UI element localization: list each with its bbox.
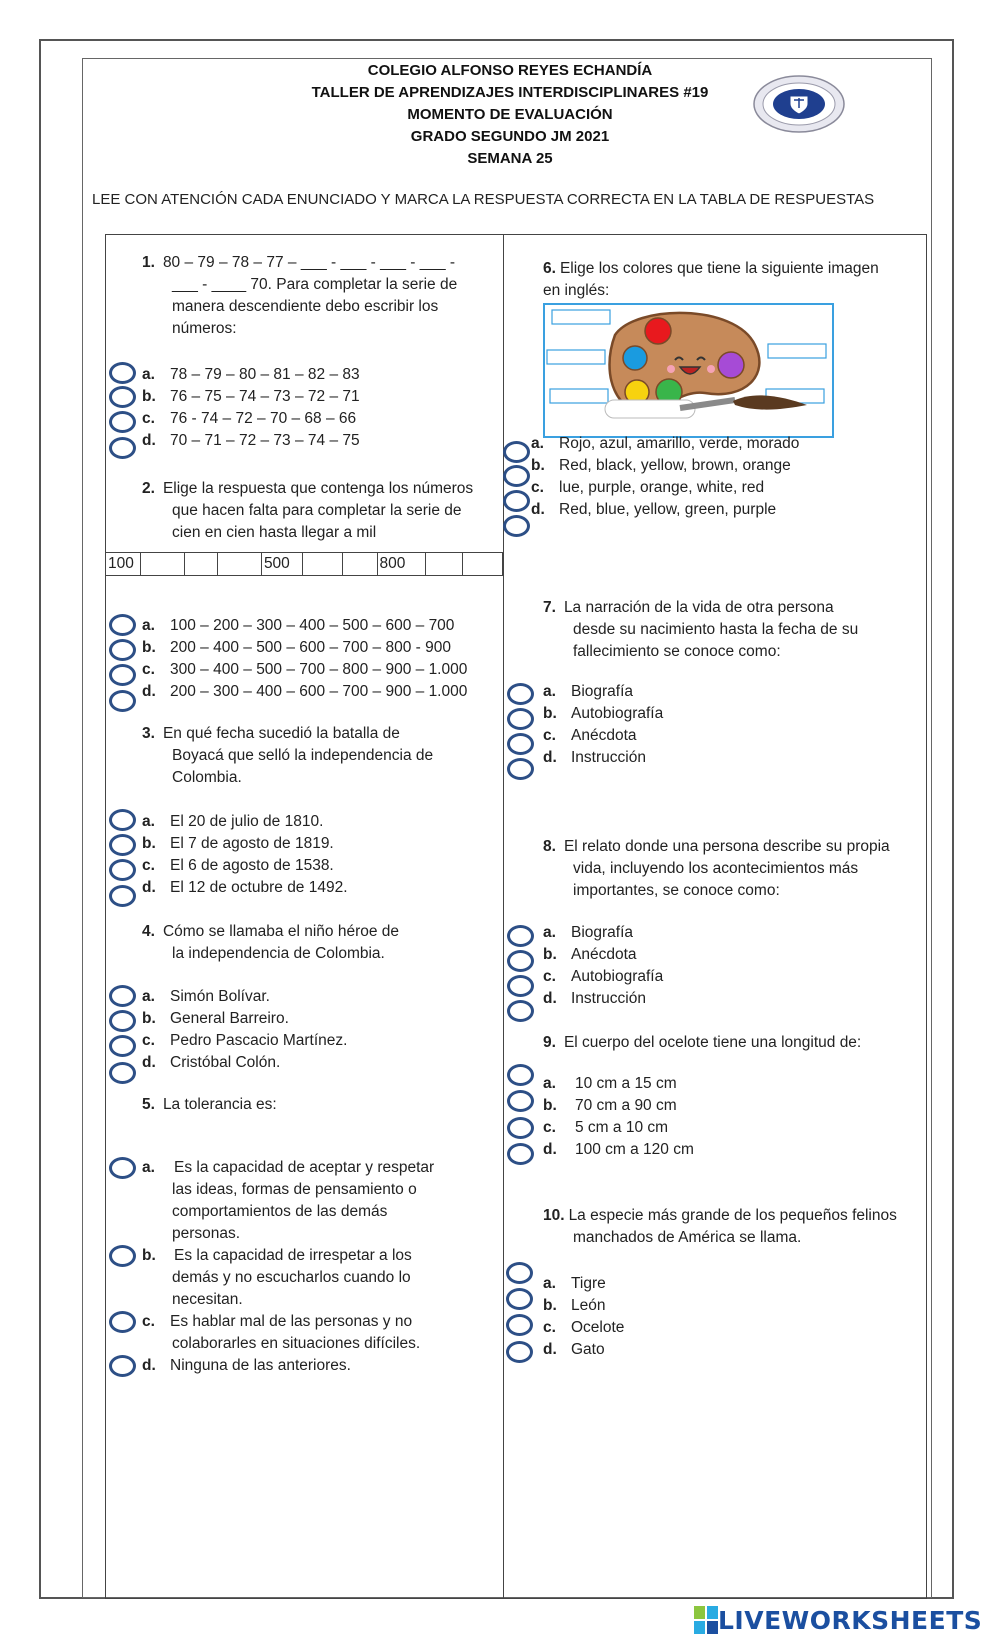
q8-prompt: 8. El relato donde una persona describe su propia vida, incluyendo los acontecimientos más importantes, se conoce como: bbox=[543, 838, 890, 899]
q6-answer-circle-d[interactable] bbox=[503, 515, 530, 537]
q8-option-d: d. Instrucción bbox=[543, 990, 646, 1007]
q6-answer-circle-b[interactable] bbox=[503, 465, 530, 487]
q9-answer-circle-a[interactable] bbox=[507, 1064, 534, 1086]
q1-answer-circle-d[interactable] bbox=[109, 437, 136, 459]
q8-number: 8. bbox=[543, 838, 556, 855]
q4-answer-circle-d[interactable] bbox=[109, 1062, 136, 1084]
q7-answer-circle-d[interactable] bbox=[507, 758, 534, 780]
school-header bbox=[260, 60, 760, 170]
q1-number: 1. bbox=[142, 254, 155, 271]
q3-number: 3. bbox=[142, 725, 155, 742]
q5-option-d: d. Ninguna de las anteriores. bbox=[142, 1357, 351, 1374]
q2-prompt: 2. Elige la respuesta que contenga los números que hacen falta para completar la serie de cien en cien hasta llegar a mil bbox=[142, 480, 474, 541]
q2-answer-circle-a[interactable] bbox=[109, 614, 136, 636]
q10-answer-circle-a[interactable] bbox=[506, 1262, 533, 1284]
q9-option-d: d. 100 cm a 120 cm bbox=[543, 1141, 694, 1158]
table-cell bbox=[426, 553, 462, 576]
paint-palette-drawing bbox=[545, 305, 832, 436]
q6-option-d: d. Red, blue, yellow, green, purple bbox=[531, 501, 777, 518]
table-cell: 500 bbox=[261, 553, 302, 576]
q1-option-b: b. 76 – 75 – 74 – 73 – 72 – 71 bbox=[142, 388, 360, 405]
grade: GRADO SEGUNDO JM 2021 bbox=[410, 128, 610, 145]
q9-prompt: 9. El cuerpo del ocelote tiene una longitud de: bbox=[543, 1034, 862, 1051]
q9-number: 9. bbox=[543, 1034, 556, 1051]
q3-option-d: d. El 12 de octubre de 1492. bbox=[142, 879, 348, 896]
q3-option-a: a. El 20 de julio de 1810. bbox=[142, 813, 324, 830]
q4-option-d: d. Cristóbal Colón. bbox=[142, 1054, 281, 1071]
q9-option-c: c. 5 cm a 10 cm bbox=[543, 1119, 669, 1136]
q2-answer-circle-d[interactable] bbox=[109, 690, 136, 712]
q5-option-c: c. Es hablar mal de las personas y no colaborarles en situaciones difíciles. bbox=[142, 1313, 421, 1352]
q10-option-d: d. Gato bbox=[543, 1341, 605, 1358]
q3-option-c: c. El 6 de agosto de 1538. bbox=[142, 857, 334, 874]
q6-option-c: c. lue, purple, orange, white, red bbox=[531, 479, 765, 496]
q10-prompt: 10. La especie más grande de los pequeños felinos manchados de América se llama. bbox=[543, 1207, 897, 1246]
q1-answer-circle-c[interactable] bbox=[109, 411, 136, 433]
q4-number: 4. bbox=[142, 923, 155, 940]
school-crest-logo bbox=[752, 74, 846, 134]
q3-option-b: b. El 7 de agosto de 1819. bbox=[142, 835, 334, 852]
table-cell bbox=[185, 553, 217, 576]
week: SEMANA 25 bbox=[467, 150, 553, 167]
q6-prompt: 6. Elige los colores que tiene la siguiente imagen en inglés: bbox=[543, 260, 879, 299]
q8-answer-circle-b[interactable] bbox=[507, 950, 534, 972]
q4-answer-circle-a[interactable] bbox=[109, 985, 136, 1007]
q8-answer-circle-c[interactable] bbox=[507, 975, 534, 997]
q3-answer-circle-b[interactable] bbox=[109, 834, 136, 856]
q3-answer-circle-c[interactable] bbox=[109, 859, 136, 881]
q5-answer-circle-d[interactable] bbox=[109, 1355, 136, 1377]
q1-answer-circle-a[interactable] bbox=[109, 362, 136, 384]
q7-prompt: 7. La narración de la vida de otra persona desde su nacimiento hasta la fecha de su fallecimiento se conoce como: bbox=[543, 599, 859, 660]
q10-option-a: a. Tigre bbox=[543, 1275, 606, 1292]
q8-answer-circle-a[interactable] bbox=[507, 925, 534, 947]
q1-option-d: d. 70 – 71 – 72 – 73 – 74 – 75 bbox=[142, 432, 360, 449]
q2-answer-circle-c[interactable] bbox=[109, 664, 136, 686]
q3-prompt: 3. En qué fecha sucedió la batalla de Boyacá que selló la independencia de Colombia. bbox=[142, 725, 434, 786]
q7-answer-circle-a[interactable] bbox=[507, 683, 534, 705]
workshop-title: TALLER DE APRENDIZAJES INTERDISCIPLINARES #19 bbox=[311, 84, 709, 101]
q8-answer-circle-d[interactable] bbox=[507, 1000, 534, 1022]
q7-number: 7. bbox=[543, 599, 556, 616]
q2-answer-circle-b[interactable] bbox=[109, 639, 136, 661]
q1-prompt: 1. 80 – 79 – 78 – 77 – ___ - ___ - ___ - ___ - ___ - ____ 70. Para completar la serie de manera descendiente debo escribir los números: bbox=[142, 254, 458, 337]
school-name: COLEGIO ALFONSO REYES ECHANDÍA bbox=[367, 62, 653, 79]
q2-option-b: b. 200 – 400 – 500 – 600 – 700 – 800 - 900 bbox=[142, 639, 451, 656]
q10-answer-circle-d[interactable] bbox=[506, 1341, 533, 1363]
table-cell: 800 bbox=[377, 553, 426, 576]
instruction-text: LEE CON ATENCIÓN CADA ENUNCIADO Y MARCA LA RESPUESTA CORRECTA EN LA TABLA DE RESPUESTAS bbox=[92, 191, 875, 208]
q5-prompt: 5. La tolerancia es: bbox=[142, 1096, 277, 1113]
table-cell: 100 bbox=[106, 553, 141, 576]
q5-option-b: b. Es la capacidad de irrespetar a los demás y no escucharlos cuando lo necesitan. bbox=[142, 1247, 412, 1308]
q7-answer-circle-b[interactable] bbox=[507, 708, 534, 730]
q4-option-c: c. Pedro Pascacio Martínez. bbox=[142, 1032, 348, 1049]
evaluation-moment: MOMENTO DE EVALUACIÓN bbox=[407, 106, 613, 123]
q7-answer-circle-c[interactable] bbox=[507, 733, 534, 755]
q10-answer-circle-b[interactable] bbox=[506, 1288, 533, 1310]
q6-option-a: a. Rojo, azul, amarillo, verde, morado bbox=[531, 435, 800, 452]
column-divider bbox=[503, 234, 504, 1599]
number-series-table bbox=[105, 552, 503, 576]
q1-option-a: a. 78 – 79 – 80 – 81 – 82 – 83 bbox=[142, 366, 360, 383]
q6-option-b: b. Red, black, yellow, brown, orange bbox=[531, 457, 791, 474]
q1-answer-circle-b[interactable] bbox=[109, 386, 136, 408]
liveworksheets-brand: LIVEWORKSHEETS bbox=[718, 1605, 983, 1635]
q3-answer-circle-d[interactable] bbox=[109, 885, 136, 907]
q8-option-a: a. Biografía bbox=[543, 924, 634, 941]
q2-number: 2. bbox=[142, 480, 155, 497]
q8-option-b: b. Anécdota bbox=[543, 946, 637, 963]
q10-option-c: c. Ocelote bbox=[543, 1319, 625, 1336]
q1-option-c: c. 76 - 74 – 72 – 70 – 68 – 66 bbox=[142, 410, 357, 427]
q6-number: 6. bbox=[543, 260, 556, 277]
liveworksheets-icon bbox=[694, 1606, 718, 1634]
q5-answer-circle-c[interactable] bbox=[109, 1311, 136, 1333]
q6-answer-circle-c[interactable] bbox=[503, 490, 530, 512]
table-cell bbox=[302, 553, 342, 576]
q9-option-b: b. 70 cm a 90 cm bbox=[543, 1097, 677, 1114]
q8-option-c: c. Autobiografía bbox=[543, 968, 664, 985]
q5-answer-circle-b[interactable] bbox=[109, 1245, 136, 1267]
q2-option-a: a. 100 – 200 – 300 – 400 – 500 – 600 – 700 bbox=[142, 617, 455, 634]
q4-answer-circle-c[interactable] bbox=[109, 1035, 136, 1057]
q4-option-a: a. Simón Bolívar. bbox=[142, 988, 270, 1005]
liveworksheets-logo[interactable] bbox=[694, 1604, 982, 1636]
q6-answer-circle-a[interactable] bbox=[503, 441, 530, 463]
q10-option-b: b. León bbox=[543, 1297, 606, 1314]
q9-answer-circle-c[interactable] bbox=[507, 1117, 534, 1139]
q4-answer-circle-b[interactable] bbox=[109, 1010, 136, 1032]
q2-option-d: d. 200 – 300 – 400 – 600 – 700 – 900 – 1.000 bbox=[142, 683, 468, 700]
q5-option-a: a. Es la capacidad de aceptar y respetar las ideas, formas de pensamiento o comportamientos de las demás personas. bbox=[142, 1159, 435, 1242]
q4-prompt: 4. Cómo se llamaba el niño héroe de la independencia de Colombia. bbox=[142, 923, 400, 962]
table-cell bbox=[343, 553, 377, 576]
q10-number: 10. bbox=[543, 1207, 565, 1224]
table-cell bbox=[462, 553, 502, 576]
q9-answer-circle-b[interactable] bbox=[507, 1090, 534, 1112]
q7-option-b: b. Autobiografía bbox=[543, 705, 664, 722]
q7-option-d: d. Instrucción bbox=[543, 749, 646, 766]
q2-option-c: c. 300 – 400 – 500 – 700 – 800 – 900 – 1.000 bbox=[142, 661, 468, 678]
paint-palette-image bbox=[543, 303, 834, 438]
q4-option-b: b. General Barreiro. bbox=[142, 1010, 289, 1027]
table-cell bbox=[217, 553, 261, 576]
q3-answer-circle-a[interactable] bbox=[109, 809, 136, 831]
q7-option-a: a. Biografía bbox=[543, 683, 634, 700]
q9-option-a: a. 10 cm a 15 cm bbox=[543, 1075, 677, 1092]
q10-answer-circle-c[interactable] bbox=[506, 1314, 533, 1336]
q7-option-c: c. Anécdota bbox=[543, 727, 637, 744]
q9-answer-circle-d[interactable] bbox=[507, 1143, 534, 1165]
q5-answer-circle-a[interactable] bbox=[109, 1157, 136, 1179]
q5-number: 5. bbox=[142, 1096, 155, 1113]
table-cell bbox=[140, 553, 184, 576]
